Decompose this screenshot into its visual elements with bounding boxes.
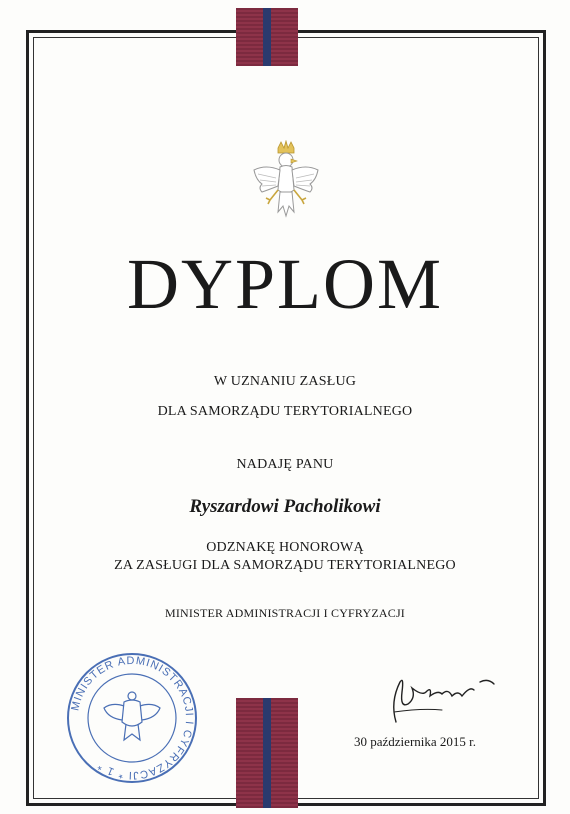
svg-text:MINISTER ADMINISTRACJI I CYFRY: MINISTER ADMINISTRACJI I CYFRYZACJI * 1 *: [69, 654, 196, 782]
official-seal-icon: [62, 648, 202, 788]
award-line-2: ZA ZASŁUGI DLA SAMORZĄDU TERYTORIALNEGO: [114, 558, 456, 573]
grant-line: NADAJĘ PANU: [236, 457, 334, 472]
ribbon-bottom: [236, 698, 298, 808]
issuer-title: MINISTER ADMINISTRACJI I CYFRYZACJI: [164, 606, 406, 620]
recognition-line-2: DLA SAMORZĄDU TERYTORIALNEGO: [157, 404, 413, 419]
issue-date: 30 października 2015 r.: [354, 734, 477, 749]
white-eagle-icon: [248, 140, 324, 224]
signature: [382, 668, 500, 728]
award-line-1: ODZNAKĘ HONOROWĄ: [206, 540, 364, 555]
ribbon-top: [236, 8, 298, 66]
document-title: DYPLOM: [126, 244, 444, 324]
recipient-name: Ryszardowi Pacholikowi: [189, 496, 381, 517]
recognition-line-1: W UZNANIU ZASŁUG: [213, 374, 357, 389]
